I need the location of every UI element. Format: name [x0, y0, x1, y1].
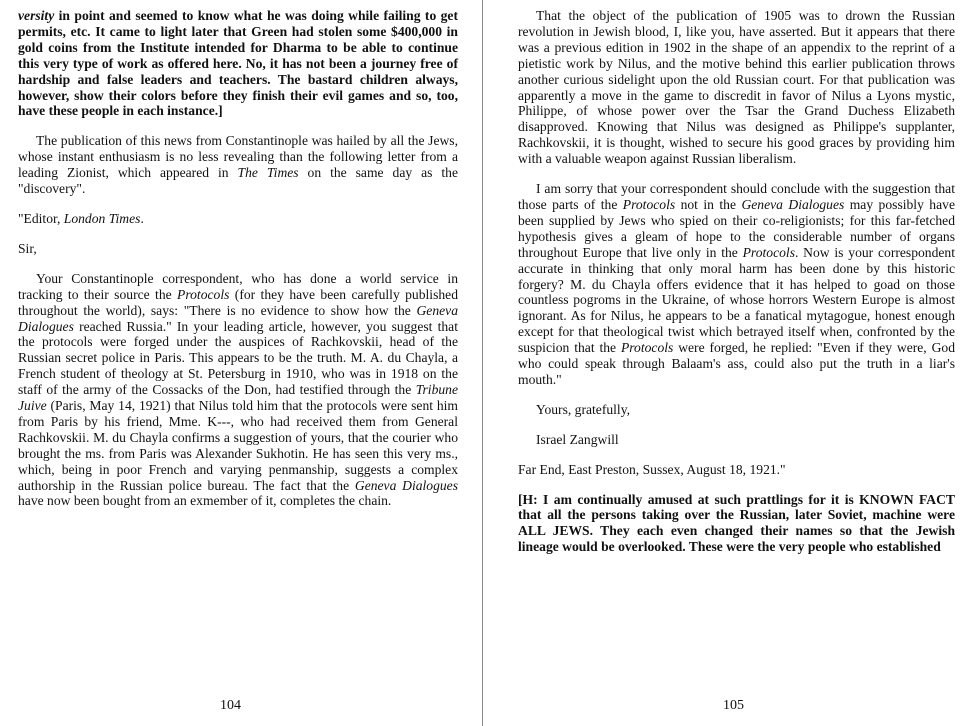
right-paragraph-5: Far End, East Preston, Sussex, August 18, 1921.": [518, 461, 786, 477]
right-p2-text-a: I am sorry that your correspondent should conclude with the suggestion that those parts of the: [518, 181, 955, 212]
page-number-right: 105: [723, 698, 744, 713]
right-p2-text-c: may possibly have been supplied by Jews who spied on their co-religionists; for this far-fetched hypothesis gives a gleam of hope to the considerable number of organs throughout Europe that live only in the: [518, 196, 955, 260]
left-p5-italic-2: Geneva Dialogues: [18, 302, 458, 334]
right-paragraph-3: Yours, gratefully,: [536, 401, 631, 417]
left-p5-text-c: reached Russia." In your leading article, however, you suggest that the protocols were forged under the auspices of Rachkovskii, head of the Russian secret police in Paris. This appears to be the truth. M. A. du Chayla, a French student of theology at St. Petersburg in 1910, who was in 1918 on the staff of the army of the Cossacks of the Don, had testified through the: [18, 318, 458, 398]
page-left: [18, 8, 458, 509]
left-p5-italic-3: Tribune Juive: [18, 382, 458, 414]
right-p2-text-e: were forged, he replied: "Even if they were, God who could speak through Balaam's ass, could also put the truth in a liar's mouth.": [518, 340, 955, 387]
left-p5-italic-1: Protocols: [177, 286, 230, 302]
left-p5-text-a: Your Constantinople correspondent, who has done a world service in tracking to their source the: [18, 270, 458, 302]
left-paragraph-5: [18, 271, 458, 510]
left-p5-text-d: (Paris, May 14, 1921) that Nilus told him that the protocols were sent him from Paris by his friend, Mme. K---, who had received them from General Rachkovskii. M. du Chayla confirms a suggestion of yours, that the courier who brought the ms. from Paris was Alexander Sukhotin. He has seen this very ms., which, being in poor French and varying penmanship, suggests a complex authorship in the Russian police bureau. The fact that the: [18, 398, 458, 493]
page-right: [518, 8, 955, 555]
left-p2-text-a: The publication of this news from Constantinople was hailed by all the Jews, whose instant enthusiasm is no less revealing than the following letter from a leading Zionist, which appeared in: [18, 133, 458, 181]
book-gutter: [482, 0, 483, 726]
right-paragraph-6: [H: I am continually amused at such prattlings for it is KNOWN FACT that all the persons taking over the Russian, later Soviet, machine were ALL JEWS. They each even changed their names so that the Jewish lineage would be overlooked. These were the very people who established: [518, 491, 955, 555]
left-paragraph-3: [18, 211, 458, 227]
left-p1-italic: versity: [18, 8, 55, 23]
left-p1-text: in point and seemed to know what he was doing while failing to get permits, etc. It came to light later that Green had stolen some $400,000 in gold coins from the Institute intended for Dharma to be able to continue this very type of work as offered here. No, it has not been a journey free of hardship and false leaders and teachers. The bastard children always, however, show their colors before they finish their evil games and so, too, have these people in each instance.]: [18, 8, 458, 119]
left-p3-italic: London Times: [63, 210, 141, 226]
page-number-left: 104: [220, 698, 241, 713]
left-paragraph-1: [18, 8, 458, 119]
right-paragraph-1: That the object of the publication of 1905 was to drown the Russian revolution in Jewish blood, I, like you, have asserted. But it appears that there was a previous edition in 1902 in the shape of an appendix to the reprint of a pietistic work by Nilus, and the motive behind this earlier publication throws another curious sidelight upon the old Russian court. For that publication was apparently a move in the game to discredit in favor of Nilus a Lyons mystic, Philippe, of whose power over the Tsar the Grand Duchess Elizabeth disapproved. Knowing that Nilus was designed as Philippe's supplanter, Rachkovskii, it is thought, wished to secure his good graces by providing him with a valuable weapon against Russian liberalism.: [518, 8, 955, 167]
right-paragraph-4: Israel Zangwill: [536, 431, 619, 447]
right-p2-italic-4: Protocols: [620, 340, 674, 356]
left-paragraph-2: [18, 133, 458, 197]
left-p2-italic: The Times: [237, 165, 299, 181]
right-p2-italic-1: Protocols: [622, 196, 676, 212]
left-p5-text-b: (for they have been carefully published throughout the world), says: "There is no evidence to show how the: [18, 286, 458, 318]
left-p5-text-e: have now been bought from an exmember of it, completes the chain.: [18, 493, 392, 509]
right-p2-italic-3: Protocols: [742, 244, 795, 260]
right-p2-text-b: not in the: [675, 196, 742, 212]
left-paragraph-4: Sir,: [18, 240, 37, 256]
left-p3-text-b: .: [140, 210, 144, 226]
right-p2-italic-2: Geneva Dialogues: [741, 196, 845, 212]
right-paragraph-2: [518, 181, 955, 388]
right-p2-text-d: . Now is your correspondent accurate in thinking that only moral harm has been done by this historic forgery? M. du Chayla offers evidence that it has helped to goad on those countless pogroms in the Ukraine, of whose horrors Western Europe is almost ignorant. As for Nilus, he appears to be a fanatical mytagogue, honest enough except for that theological twist which betrayed itself when, confronted by the suspicion that the: [518, 244, 955, 356]
left-p5-italic-4: Geneva Dialogues: [354, 477, 459, 493]
left-p2-text-b: on the same day as the "discovery".: [18, 165, 458, 197]
left-p3-text-a: "Editor,: [18, 210, 64, 226]
